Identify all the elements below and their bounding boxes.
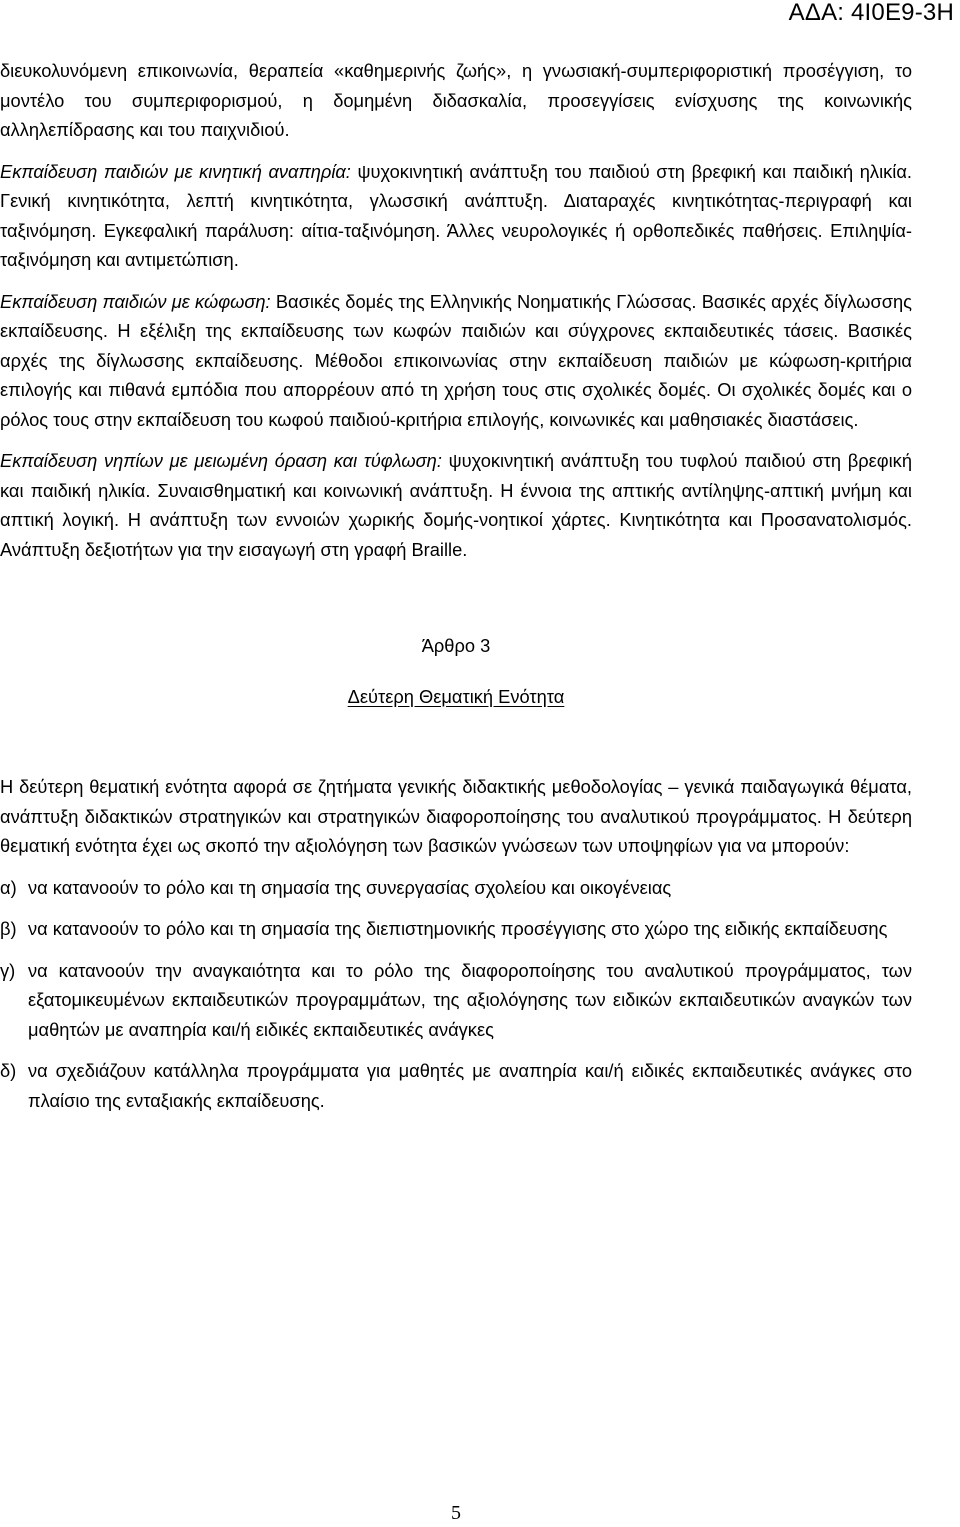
unit-title: Δεύτερη Θεματική Ενότητα bbox=[347, 686, 565, 707]
list-item bbox=[0, 1056, 912, 1115]
paragraph-heading: Εκπαίδευση παιδιών με κινητική αναπηρία: bbox=[0, 160, 351, 182]
paragraph-heading: Εκπαίδευση νηπίων με μειωμένη όραση και τύφλωση: bbox=[0, 450, 442, 471]
list-item bbox=[0, 914, 912, 944]
list-item-text: να κατανοούν το ρόλο και τη σημασία της διεπιστημονικής προσέγγισης στο χώρο της ειδικής εκπαίδευσης bbox=[28, 918, 888, 939]
paragraph-heading: Εκπαίδευση παιδιών με κώφωση: bbox=[0, 290, 271, 312]
list-marker: α) bbox=[0, 876, 17, 898]
paragraph-motor-disability bbox=[0, 157, 912, 275]
list-marker: γ) bbox=[0, 959, 16, 981]
document-body bbox=[0, 56, 912, 1127]
paragraph-continuation bbox=[0, 56, 912, 145]
paragraph-text: διευκολυνόμενη επικοινωνία, θεραπεία «καθημερινής ζωής», η γνωσιακή-συμπεριφοριστική προσέγγιση, το μοντέλο του συμπεριφορισμού, η δομημένη διδασκαλία, προσεγγίσεις ενίσχυσης της κοινωνικής αλληλεπίδρασης και του παιχνιδιού. bbox=[0, 60, 912, 140]
ada-code: ΑΔΑ: 4Ι0Ε9-3Η bbox=[788, 0, 954, 26]
paragraph-text: ψυχοκινητική ανάπτυξη του παιδιού στη βρεφική και παιδική ηλικία. Γενική κινητικότητα, λεπτή κινητικότητα, γλωσσική ανάπτυξη. Διαταραχές κινητικότητας-περιγραφή και ταξινόμηση. Εγκεφαλική παράλυση: αίτια-ταξινόμηση. Άλλες νευρολογικές ή ορθοπεδικές παθήσεις. Επιληψία-ταξινόμηση και αντιμετώπιση. bbox=[0, 160, 912, 270]
list-item-text: να σχεδιάζουν κατάλληλα προγράμματα για μαθητές με αναπηρία και/ή ειδικές εκπαιδευτικές ανάγκες στο πλαίσιο της ενταξιακής εκπαίδευσης. bbox=[28, 1060, 912, 1111]
list-marker: β) bbox=[0, 918, 17, 939]
intro-paragraph: Η δεύτερη θεματική ενότητα αφορά σε ζητήματα γενικής διδακτικής μεθοδολογίας – γενικά παιδαγωγικά θέματα, ανάπτυξη διδακτικών στρατηγικών και στρατηγικών διαφοροποίησης του αναλυτικού προγράμματος. Η δεύτερη θεματική ενότητα έχει ως σκοπό την αξιολόγηση των βασικών γνώσεων των υποψηφίων για να μπορούν: bbox=[0, 776, 912, 856]
list-marker: δ) bbox=[0, 1060, 17, 1081]
paragraph-blindness bbox=[0, 446, 912, 564]
paragraph-deafness bbox=[0, 287, 912, 435]
list-item bbox=[0, 956, 912, 1045]
list-item bbox=[0, 873, 912, 903]
page-number: 5 bbox=[451, 1502, 461, 1524]
list-item-text: να κατανοούν το ρόλο και τη σημασία της συνεργασίας σχολείου και οικογένειας bbox=[28, 876, 672, 898]
list-item-text: να κατανοούν την αναγκαιότητα και το ρόλο της διαφοροποίησης του αναλυτικού προγράμματος, των εξατομικευμένων εκπαιδευτικών προγραμμάτων, της αξιολόγησης των ειδικών εκπαιδευτικών αναγκών των μαθητών με αναπηρία και/ή ειδικές εκπαιδευτικές ανάγκες bbox=[28, 959, 912, 1040]
paragraph-text: Βασικές δομές της Ελληνικής Νοηματικής Γλώσσας. Βασικές αρχές δίγλωσσης εκπαίδευσης. Η εξέλιξη της εκπαίδευσης των κωφών παιδιών και σύγχρονες εκπαιδευτικές τάσεις. Βασικές αρχές της δίγλωσσης εκπαίδευσης. Μέθοδοι επικοινωνίας στην εκπαίδευση παιδιών με κώφωση-κριτήρια επιλογής και πιθανά εμπόδια που απορρέουν από τη χρήση τους στις σχολικές δομές. Οι σχολικές δομές και ο ρόλος τους στην εκπαίδευση του κωφού παιδιού-κριτήρια επιλογής, κοινωνικές και μαθησιακές διαστάσεις. bbox=[0, 290, 912, 430]
paragraph-text: ψυχοκινητική ανάπτυξη του τυφλού παιδιού στη βρεφική και παιδική ηλικία. Συναισθηματική και κοινωνική ανάπτυξη. Η έννοια της απτικής αντίληψης-απτική μνήμη και απτική λογική. Η ανάπτυξη των εννοιών χωρικής δομής-νοητικοί χάρτες. Κινητικότητα και Προσανατολισμός. Ανάπτυξη δεξιοτήτων για την εισαγωγή στη γραφή Braille. bbox=[0, 450, 912, 560]
article-title: Άρθρο 3 bbox=[421, 635, 491, 656]
